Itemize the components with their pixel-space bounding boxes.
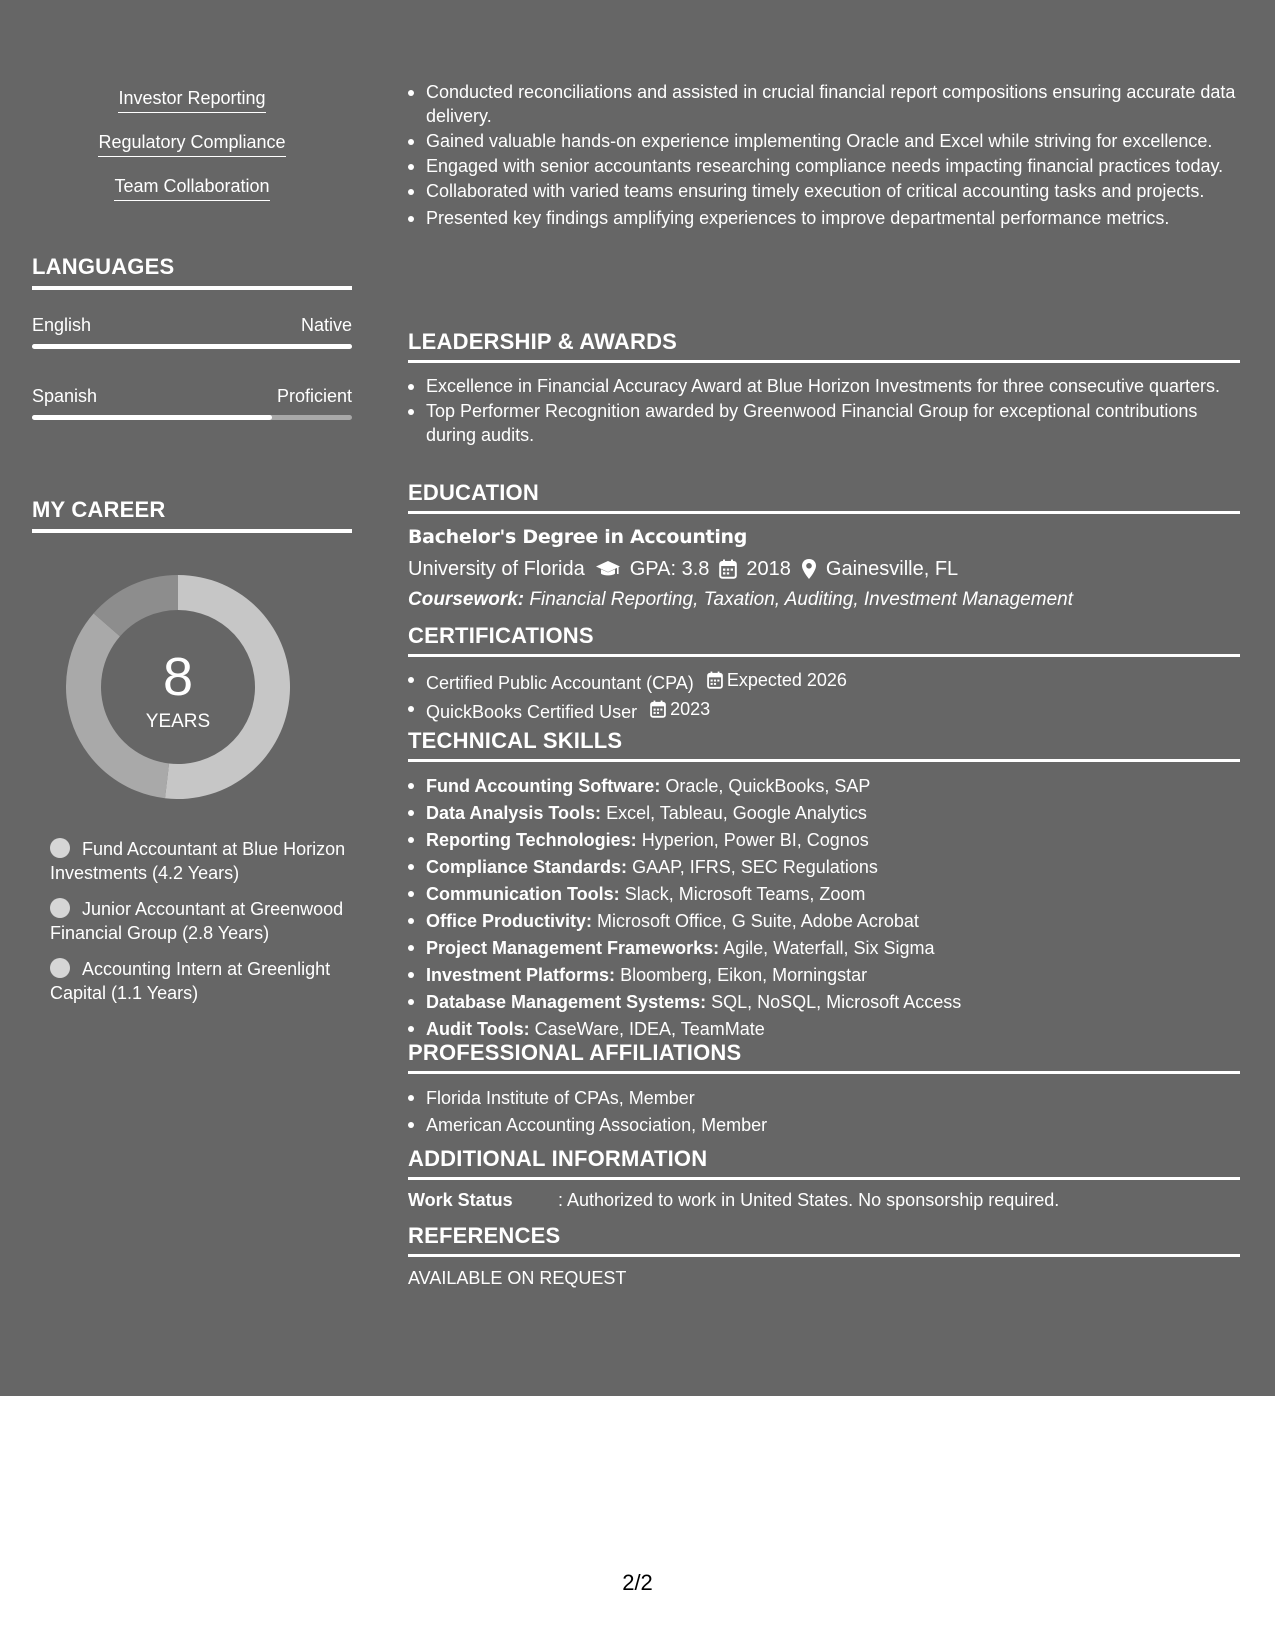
- coursework: [408, 587, 1240, 613]
- work-status-row: [408, 1188, 1240, 1212]
- coursework-list: Financial Reporting, Taxation, Auditing, Investment Management: [529, 589, 1073, 610]
- tech-skill-item: Office Productivity: Microsoft Office, G Suite, Adobe Acrobat: [408, 908, 1240, 935]
- language-proficiency-bar: [32, 344, 352, 349]
- legend-dot-icon: [50, 958, 70, 978]
- graduation-year: 2018: [746, 558, 791, 580]
- language-level: Native: [300, 315, 352, 335]
- languages-heading: LANGUAGES: [32, 254, 352, 290]
- school-name: University of Florida: [408, 558, 585, 580]
- certification-name: Certified Public Accountant (CPA): [426, 673, 694, 693]
- tech-skill-item: Investment Platforms: Bloomberg, Eikon, Morningstar: [408, 962, 1240, 989]
- references-text: AVAILABLE ON REQUEST: [408, 1268, 627, 1288]
- language-item: [32, 385, 352, 420]
- calendar-icon: [707, 671, 723, 689]
- skill-tag: Investor Reporting: [118, 86, 265, 113]
- section-heading: PROFESSIONAL AFFILIATIONS: [408, 1040, 1240, 1074]
- career-legend-item: Fund Accountant at Blue Horizon Investments (4.2 Years): [50, 839, 346, 883]
- tech-skill-item: Reporting Technologies: Hyperion, Power BI, Cognos: [408, 827, 1240, 854]
- section-heading: ADDITIONAL INFORMATION: [408, 1146, 1240, 1180]
- calendar-icon: [719, 559, 737, 579]
- coursework-label: Coursework:: [408, 589, 525, 610]
- career-total-years: 8: [162, 647, 194, 707]
- career-legend-item: Junior Accountant at Greenwood Financial Group (2.8 Years): [50, 899, 344, 943]
- career-donut-chart: [66, 575, 290, 799]
- experience-bullet: Gained valuable hands-on experience implementing Oracle and Excel while striving for excellence.: [408, 129, 1240, 153]
- tech-skill-item: Communication Tools: Slack, Microsoft Teams, Zoom: [408, 881, 1240, 908]
- language-proficiency-fill: [32, 344, 352, 349]
- school-location: Gainesville, FL: [825, 558, 959, 580]
- language-name: Spanish: [32, 386, 98, 406]
- tech-skill-item: Database Management Systems: SQL, NoSQL, Microsoft Access: [408, 989, 1240, 1016]
- technical-skills-section: [408, 728, 1240, 1043]
- award-item: Top Performer Recognition awarded by Greenwood Financial Group for exceptional contributions during audits.: [408, 399, 1240, 447]
- leadership-section: [408, 329, 1240, 447]
- experience-bullet: Presented key findings amplifying experiences to improve departmental performance metrics.: [408, 206, 1240, 230]
- skills-tags: [32, 86, 352, 218]
- calendar-icon: [650, 700, 666, 718]
- tech-skill-item: Data Analysis Tools: Excel, Tableau, Google Analytics: [408, 800, 1240, 827]
- legend-dot-icon: [50, 838, 70, 858]
- graduation-cap-icon: [595, 560, 621, 578]
- gpa-value: GPA: 3.8: [629, 558, 710, 580]
- section-heading: EDUCATION: [408, 480, 1240, 514]
- certification-item: [408, 696, 1240, 725]
- language-name: English: [32, 315, 92, 335]
- affiliation-item: Florida Institute of CPAs, Member: [408, 1085, 1240, 1112]
- career-heading: MY CAREER: [32, 497, 352, 533]
- degree-title: Bachelor's Degree in Accounting: [408, 526, 748, 548]
- work-status-value: : Authorized to work in United States. No sponsorship required.: [558, 1190, 1060, 1210]
- education-section: [408, 480, 1240, 613]
- certification-date: 2023: [670, 699, 711, 719]
- certification-item: [408, 667, 1240, 696]
- section-heading: LEADERSHIP & AWARDS: [408, 329, 1240, 363]
- references-section: [408, 1223, 1240, 1290]
- map-pin-icon: [801, 558, 817, 580]
- language-item: [32, 314, 352, 349]
- section-heading: CERTIFICATIONS: [408, 623, 1240, 657]
- career-legend: [50, 837, 350, 1017]
- languages-section: [32, 254, 352, 420]
- affiliations-section: [408, 1040, 1240, 1139]
- tech-skill-item: Audit Tools: CaseWare, IDEA, TeamMate: [408, 1016, 1240, 1043]
- career-years-unit: YEARS: [145, 711, 211, 732]
- certifications-section: [408, 623, 1240, 725]
- tech-skill-item: Project Management Frameworks: Agile, Waterfall, Six Sigma: [408, 935, 1240, 962]
- tech-skill-item: Compliance Standards: GAAP, IFRS, SEC Regulations: [408, 854, 1240, 881]
- additional-info-section: [408, 1146, 1240, 1212]
- skill-tag: Regulatory Compliance: [98, 130, 285, 157]
- award-item: Excellence in Financial Accuracy Award at Blue Horizon Investments for three consecutive quarters.: [408, 374, 1240, 398]
- language-proficiency-fill: [32, 415, 272, 420]
- language-level: Proficient: [276, 386, 352, 406]
- education-meta: [408, 555, 1240, 583]
- legend-dot-icon: [50, 898, 70, 918]
- section-heading: REFERENCES: [408, 1223, 1240, 1257]
- skill-tag: Team Collaboration: [114, 174, 269, 201]
- affiliation-item: American Accounting Association, Member: [408, 1112, 1240, 1139]
- certification-name: QuickBooks Certified User: [426, 702, 638, 722]
- tech-skill-item: Fund Accounting Software: Oracle, QuickBooks, SAP: [408, 773, 1240, 800]
- experience-bullet: Conducted reconciliations and assisted in crucial financial report compositions ensuring accurate data delivery.: [408, 80, 1240, 128]
- experience-bullet: Engaged with senior accountants researching compliance needs impacting financial practices today.: [408, 154, 1240, 178]
- experience-bullet: Collaborated with varied teams ensuring timely execution of critical accounting tasks and projects.: [408, 179, 1240, 203]
- career-section: [32, 497, 352, 1003]
- career-legend-item: Accounting Intern at Greenlight Capital (1.1 Years): [50, 959, 331, 1003]
- page-number: 2/2: [622, 1570, 653, 1595]
- technical-skills-list: [408, 773, 1240, 1043]
- experience-bullets: [408, 80, 1240, 230]
- language-proficiency-bar: [32, 415, 352, 420]
- section-heading: TECHNICAL SKILLS: [408, 728, 1240, 762]
- certification-date: Expected 2026: [726, 670, 847, 690]
- work-status-label: Work Status: [408, 1190, 513, 1210]
